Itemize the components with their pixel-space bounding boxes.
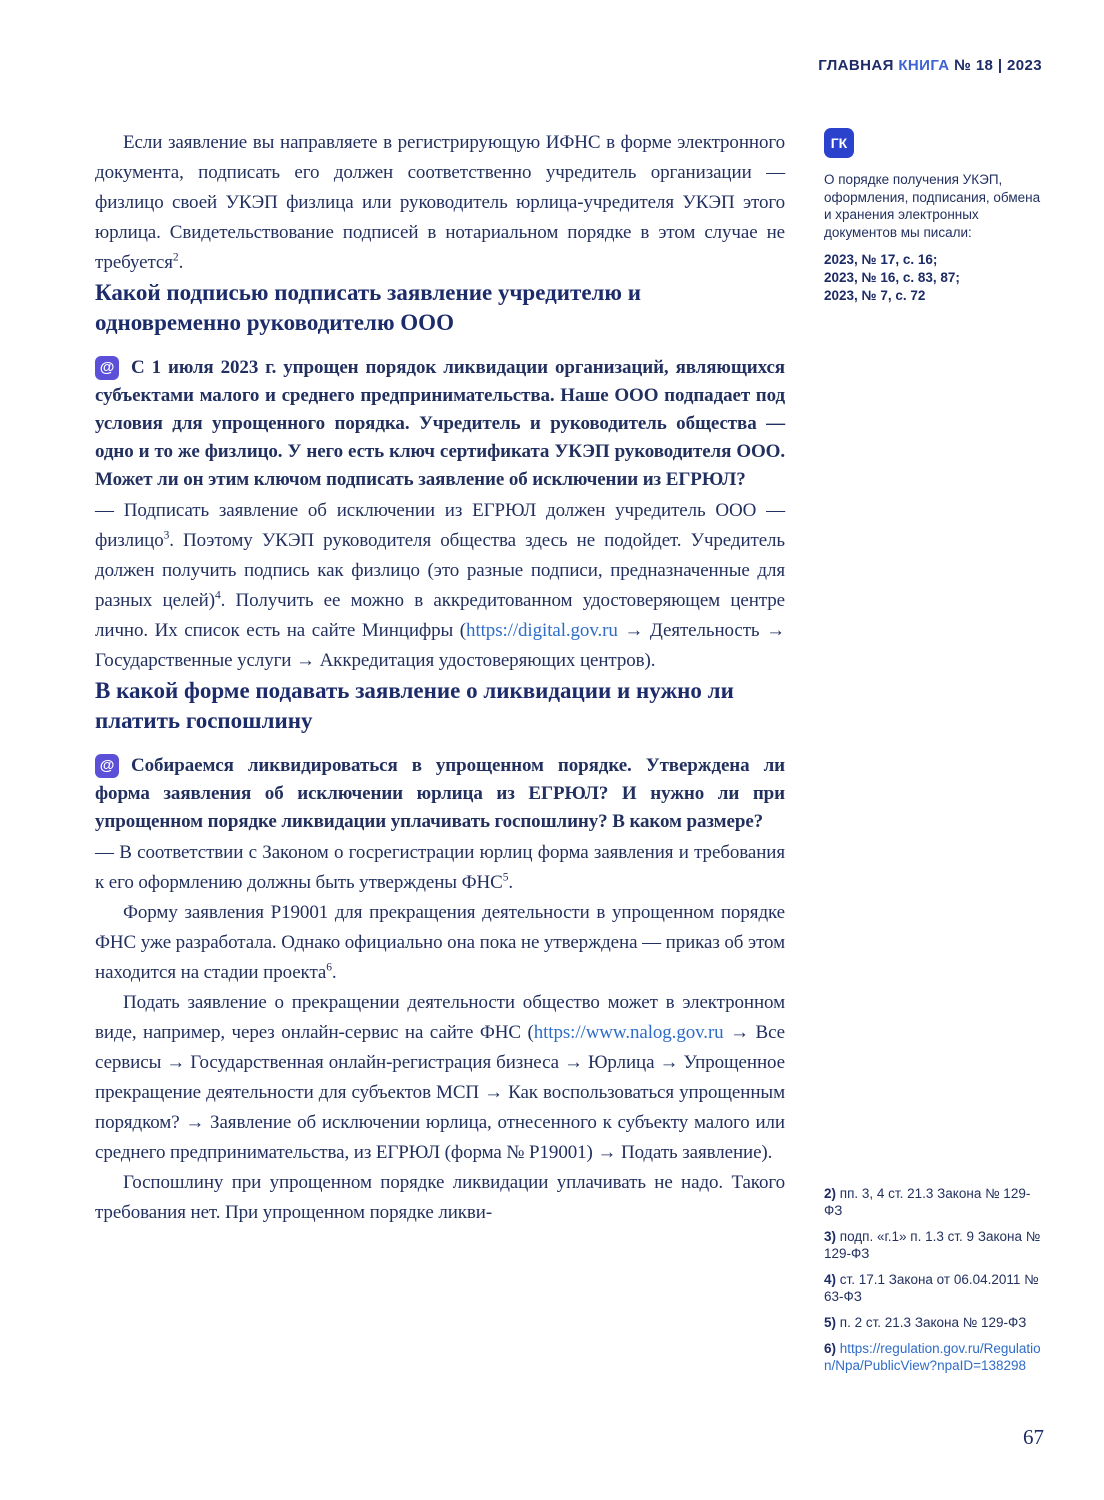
footnote-ref-3: 3: [163, 529, 170, 542]
footnote-ref-6: 6: [326, 961, 332, 974]
footnote-item: [824, 1340, 1042, 1374]
section1-heading: Какой подписью подписать заявление учредителю и одновременно руководителю ООО: [95, 280, 642, 335]
answer-text: .: [331, 962, 337, 983]
article-body: [95, 128, 785, 1228]
question-at-icon: @: [95, 356, 119, 380]
answer-text: Форму заявления Р19001 для прекращения деятельности в упрощенном порядке ФНС уже разработала. Однако официально она пока не утверждена — приказ об этом находится на стадии проекта: [95, 902, 785, 983]
page-header: [818, 57, 1042, 74]
footnote-ref-5: 5: [502, 871, 509, 884]
question-at-icon: @: [95, 754, 119, 778]
brand-glavnaya: ГЛАВНАЯ: [818, 57, 894, 74]
footnote-number: 6): [824, 1341, 837, 1356]
section1-question: [95, 354, 785, 494]
footnotes-block: [824, 1185, 1042, 1383]
issue-number: № 18 | 2023: [954, 57, 1042, 74]
footnote-text: п. 2 ст. 21.3 Закона № 129-ФЗ: [839, 1315, 1027, 1330]
intro-paragraph: [95, 128, 785, 278]
footnote-item: [824, 1271, 1042, 1305]
question-text: Собираемся ликвидироваться в упрощенном порядке. Утверждена ли форма заявления об исключении юрлица из ЕГРЮЛ? И нужно ли при упрощенном порядке ликвидации уплачивать госпошлину? В каком размере?: [95, 755, 785, 832]
sidebar: [824, 128, 1042, 305]
answer-text: .: [508, 872, 514, 893]
answer-text: Подать заявление о прекращении деятельности общество может в электронном виде, например, через онлайн-сервис на сайте ФНС (: [95, 992, 785, 1043]
footnote-text: пп. 3, 4 ст. 21.3 Закона № 129-ФЗ: [824, 1186, 1031, 1218]
intro-text: Если заявление вы направляете в регистрирующую ИФНС в форме электронного документа, подписать его должен соответственно учредитель организации — физлицо своей УКЭП физлица или руководитель юрлица-учредителя УКЭП этого юрлица. Свидетельствование подписей в нотариальном порядке в этом случае не требуется: [95, 132, 785, 273]
footnote-item: [824, 1314, 1042, 1331]
section1-answer: [95, 496, 785, 676]
footnote-number: 4): [824, 1272, 837, 1287]
sidebar-references: [824, 251, 1042, 305]
footnote-number: 3): [824, 1229, 837, 1244]
gk-logo-icon: ГК: [824, 128, 854, 158]
section2-heading: В какой форме подавать заявление о ликвидации и нужно ли платить госпошлину: [95, 678, 734, 733]
answer-text: — В соответствии с Законом о госрегистрации юрлиц форма заявления и требования к его оформлению должны быть утверждены ФНС: [95, 842, 785, 893]
answer-text: → Деятельность → Государственные услуги → Аккредитация удостоверяющих центров).: [95, 620, 786, 671]
section2-answer-p2: [95, 898, 785, 988]
footnote-text: ст. 17.1 Закона от 06.04.2011 № 63-ФЗ: [824, 1272, 1039, 1304]
footnote-ref-2: 2: [172, 251, 179, 264]
answer-text: . Поэтому УКЭП руководителя общества здесь не подойдет. Учредитель должен получить подпись как физлицо (это разные подписи, предназначенные для разных целей): [95, 530, 785, 611]
section2-answer-p3: [95, 988, 785, 1168]
footnote-number: 2): [824, 1186, 837, 1201]
nalog-gov-link[interactable]: https://www.nalog.gov.ru: [533, 1022, 724, 1043]
page-number: 67: [1023, 1425, 1044, 1449]
brand-kniga: КНИГА: [898, 57, 950, 74]
section2-answer-p4: Госпошлину при упрощенном порядке ликвидации уплачивать не надо. Такого требования нет. При упрощенном порядке ликви-: [95, 1172, 785, 1223]
answer-text: — Подписать заявление об исключении из ЕГРЮЛ должен учредитель ООО — физлицо: [95, 500, 785, 551]
footnote-ref-4: 4: [214, 589, 221, 602]
digital-gov-link[interactable]: https://digital.gov.ru: [466, 620, 618, 641]
question-text: С 1 июля 2023 г. упрощен порядок ликвидации организаций, являющихся субъектами малого и среднего предпринимательства. Наше ООО подпадает под условия для упрощенного порядка. Учредитель и руководитель общества — одно и то же физлицо. У него есть ключ сертификата УКЭП руководителя ООО. Может ли он этим ключом подписать заявление об исключении из ЕГРЮЛ?: [95, 357, 785, 490]
section2-answer-p1: [95, 838, 785, 898]
regulation-gov-link[interactable]: https://regulation.gov.ru/Regulation/Npa/PublicView?npaID=138298: [824, 1341, 1041, 1373]
sidebar-ref: 2023, № 7, с. 72: [824, 288, 926, 303]
intro-tail: .: [178, 252, 184, 273]
answer-text: . Получить ее можно в аккредитованном удостоверяющем центре лично. Их список есть на сайте Минцифры (: [95, 590, 785, 641]
footnote-number: 5): [824, 1315, 837, 1330]
footnote-item: [824, 1185, 1042, 1219]
answer-text: → Все сервисы → Государственная онлайн-регистрация бизнеса → Юрлица → Упрощенное прекращение деятельности для субъектов МСП → Как воспользоваться упрощенным порядком? → Заявление об исключении юрлица, отнесенного к субъекту малого или среднего предпринимательства, из ЕГРЮЛ (форма № Р19001) → Подать заявление).: [95, 1022, 786, 1163]
section2-question: [95, 752, 785, 836]
footnote-text: подп. «г.1» п. 1.3 ст. 9 Закона № 129-ФЗ: [824, 1229, 1041, 1261]
footnote-item: [824, 1228, 1042, 1262]
sidebar-note: О порядке получения УКЭП, оформления, подписания, обмена и хранения электронных документов мы писали:: [824, 172, 1041, 240]
sidebar-ref: 2023, № 17, с. 16;: [824, 252, 938, 267]
sidebar-ref: 2023, № 16, с. 83, 87;: [824, 270, 960, 285]
